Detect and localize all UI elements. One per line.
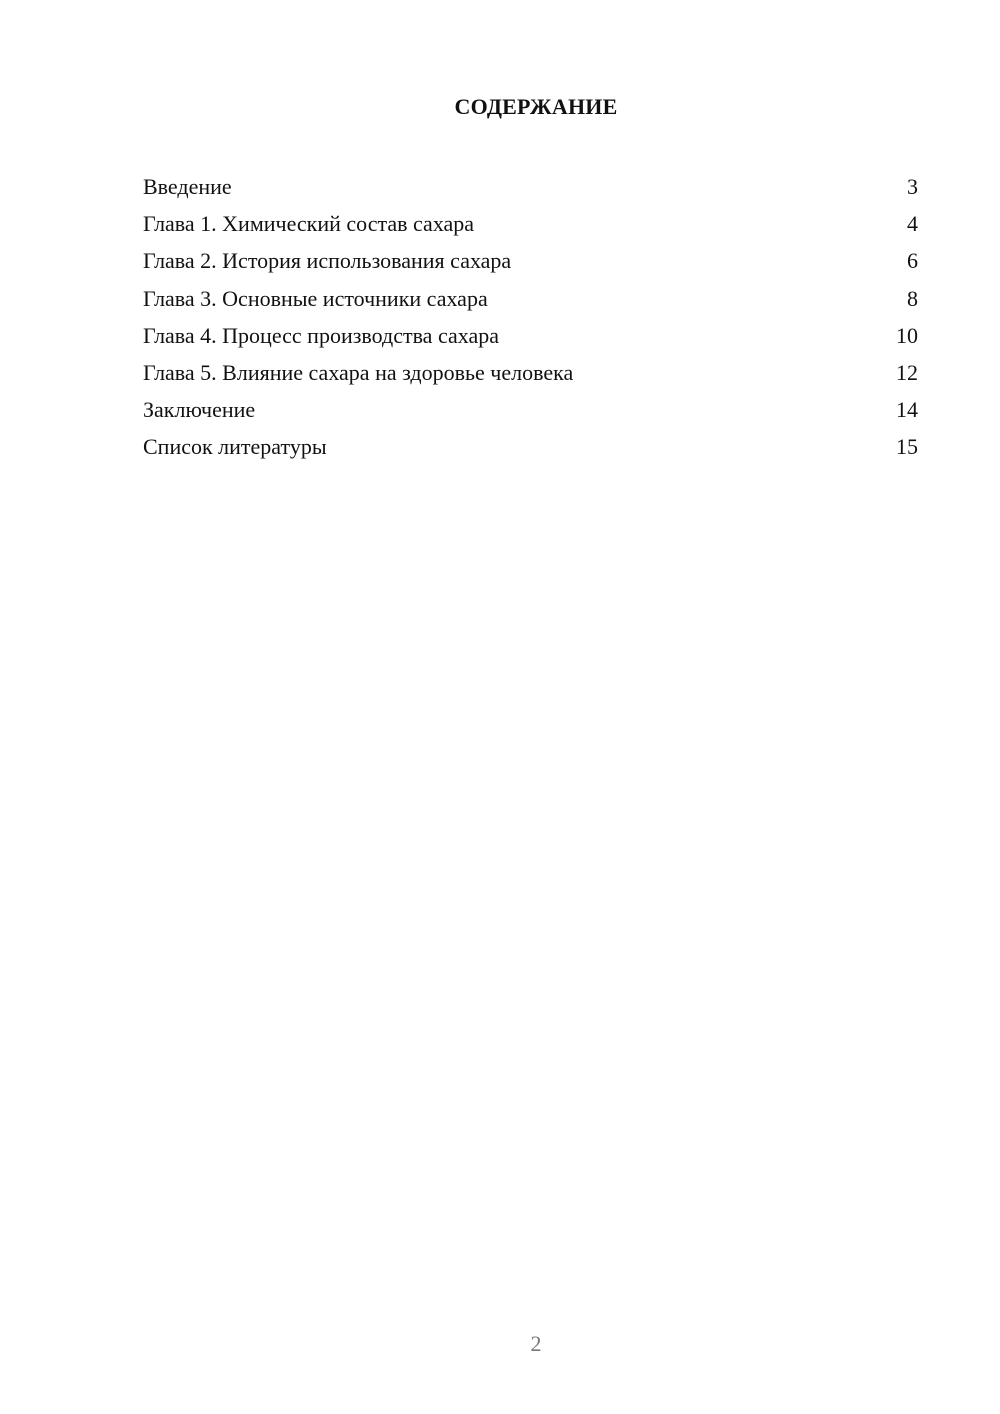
toc-entry-chapter-2 <box>143 242 918 279</box>
toc-entry-page: 4 <box>907 211 918 237</box>
toc-entry-chapter-5 <box>143 354 918 391</box>
toc-entry-page: 10 <box>896 322 918 348</box>
toc-entry-label: Глава 1. Химический состав сахара <box>143 211 475 237</box>
toc-entry-label: Список литературы <box>143 434 327 460</box>
toc-entry-page: 14 <box>896 397 918 423</box>
toc-entry-chapter-1 <box>143 205 918 242</box>
toc-entry-page: 6 <box>907 248 918 274</box>
page-number: 2 <box>530 1331 542 1356</box>
toc-entry-bibliography <box>143 428 918 465</box>
toc-entry-label: Глава 2. История использования сахара <box>143 248 512 274</box>
toc-entry-label: Глава 4. Процесс производства сахара <box>143 322 499 348</box>
toc-entry-conclusion <box>143 391 918 428</box>
toc-entry-label: Введение <box>143 174 232 199</box>
toc-entry-label: Заключение <box>143 397 256 423</box>
toc-entry-label: Глава 3. Основные источники сахара <box>143 285 488 311</box>
page-title: СОДЕРЖАНИЕ <box>454 94 618 119</box>
table-of-contents <box>143 168 918 466</box>
toc-entry-introduction <box>143 168 918 205</box>
toc-entry-page: 12 <box>896 359 918 385</box>
toc-entry-page: 3 <box>907 174 918 199</box>
toc-entry-chapter-4 <box>143 317 918 354</box>
toc-entry-label: Глава 5. Влияние сахара на здоровье человека <box>143 359 574 385</box>
toc-entry-chapter-3 <box>143 280 918 317</box>
toc-entry-page: 15 <box>896 434 918 460</box>
toc-entry-page: 8 <box>907 285 918 311</box>
